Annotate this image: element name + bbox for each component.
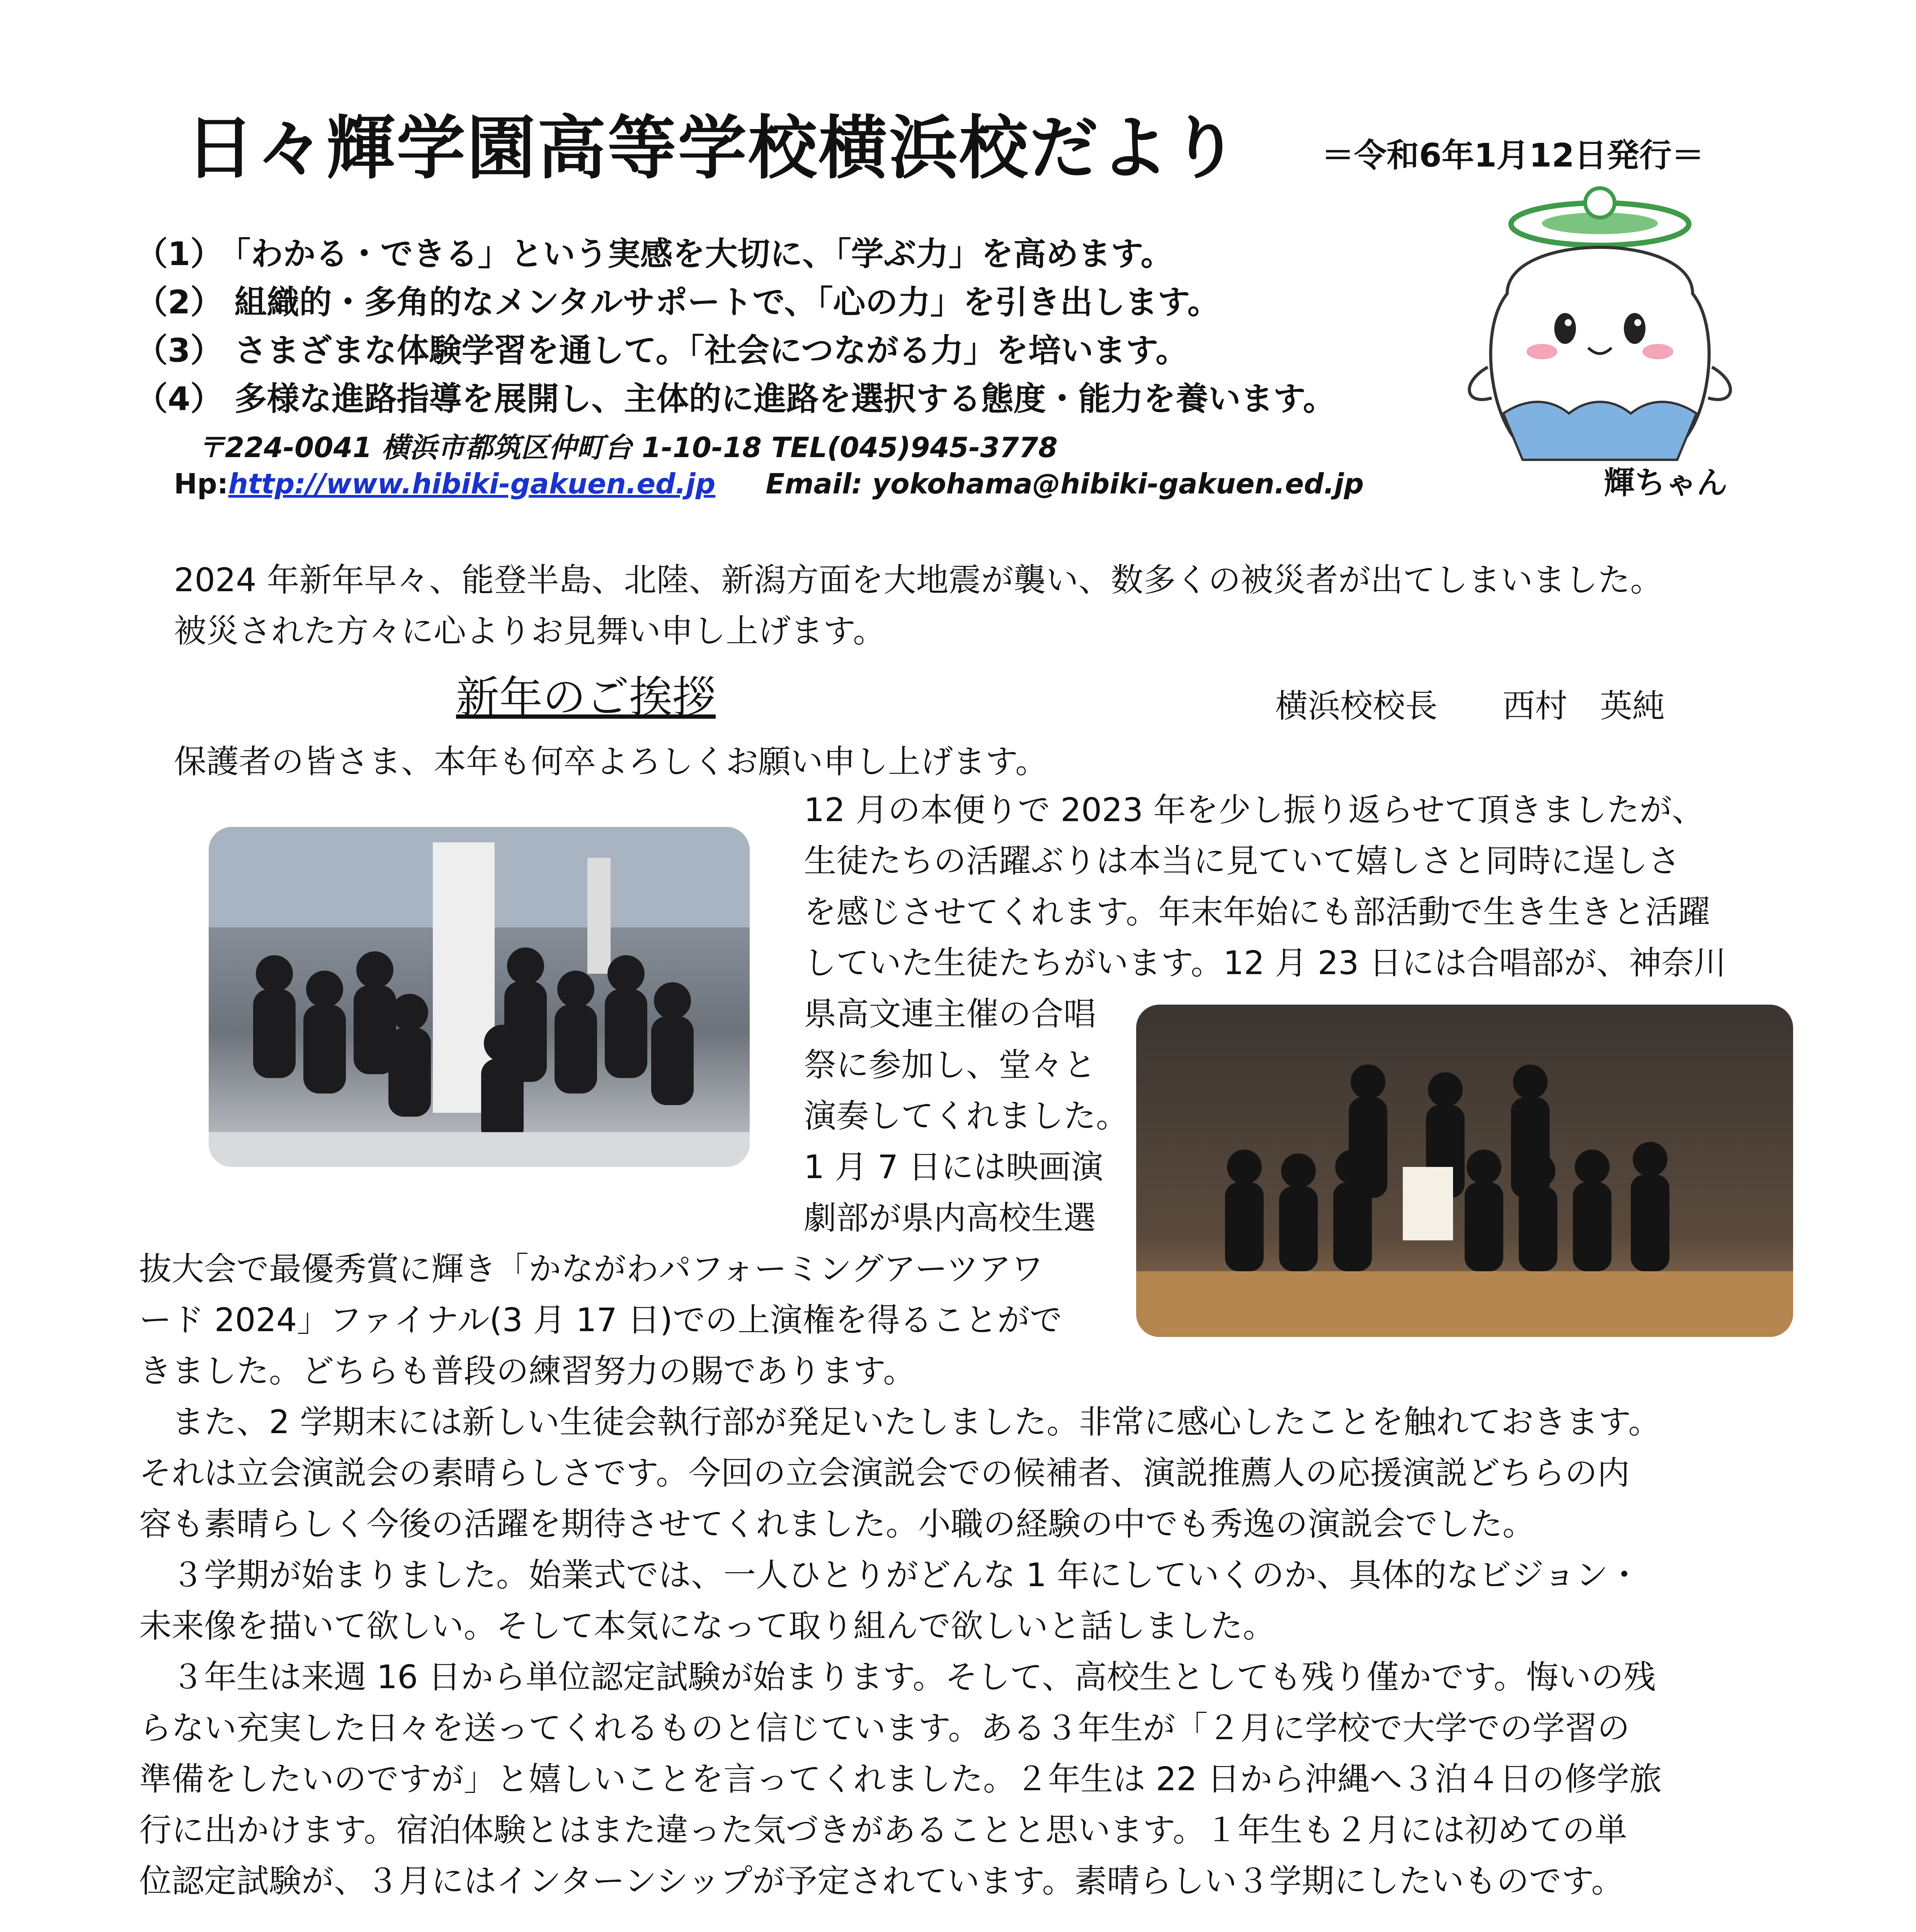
greeting-right-line: していた生徒たちがいます。12 月 23 日には合唱部が、神奈川 <box>804 944 1727 982</box>
greeting-mid-line: 1 月 7 日には映画演 <box>804 1148 1103 1186</box>
greeting-body-line: また、2 学期末には新しい生徒会執行部が発足いたしました。非常に感心したことを触れておきます。 <box>139 1403 1661 1441</box>
greeting-body-line: ３学期が始まりました。始業式では、一人ひとりがどんな 1 年にしていくのか、具体的なビジョン・ <box>139 1556 1641 1594</box>
greeting-body-line: それは立会演説会の素晴らしさです。今回の立会演説会での候補者、演説推薦人の応援演説どちらの内 <box>139 1454 1630 1492</box>
policy-number: （1） <box>135 235 223 273</box>
greeting-wrap-line: きました。どちらも普段の練習努力の賜であります。 <box>139 1352 916 1390</box>
greeting-body-line: 行に出かけます。宿泊体験とはまた違った気づきがあることと思います。１年生も２月には初めての単 <box>139 1811 1627 1849</box>
school-address: 〒224-0041 横浜市都筑区仲町台 1-10-18 TEL(045)945-3778 <box>197 431 1058 464</box>
intro-line-1: 2024 年新年早々、能登半島、北陸、新潟方面を大地震が襲い、数多くの被災者が出てしまいました。 <box>174 561 1663 599</box>
intro-line-2: 被災された方々に心よりお見舞い申し上げます。 <box>174 612 886 650</box>
greeting-title: 新年のご挨拶 <box>456 672 716 723</box>
email-address[interactable]: Email: yokohama@hibiki-gakuen.ed.jp <box>766 468 1364 500</box>
greeting-mid-line: 劇部が県内高校生選 <box>804 1199 1096 1237</box>
policy-text: 「わかる・できる」という実感を大切に、「学ぶ力」を高めます。 <box>234 235 1173 273</box>
policy-text: 組織的・多角的なメンタルサポートで、「心の力」を引き出します。 <box>234 283 1220 321</box>
policy-2 <box>135 276 1220 323</box>
greeting-wrap-line: 抜大会で最優秀賞に輝き「かながわパフォーミングアーツアワ <box>139 1250 1044 1288</box>
homepage-link[interactable]: http://www.hibiki-gakuen.ed.jp <box>228 468 716 500</box>
policy-4 <box>135 373 1336 420</box>
policy-text: 多様な進路指導を展開し、主体的に進路を選択する態度・能力を養います。 <box>234 380 1336 418</box>
greeting-body-line: ３年生は来週 16 日から単位認定試験が始まります。そして、高校生としても残り僅かです。悔いの残 <box>139 1658 1656 1696</box>
policy-3 <box>135 325 1188 371</box>
greeting-mid-line: 演奏してくれました。 <box>804 1097 1129 1135</box>
greeting-body-line: 準備をしたいのですが」と嬉しいことを言ってくれました。２年生は 22 日から沖縄へ３泊４日の修学旅 <box>139 1760 1662 1798</box>
greeting-right-line: 12 月の本便りで 2023 年を少し振り返らせて頂きましたが、 <box>804 791 1705 829</box>
greeting-body-line: 未来像を描いて欲しい。そして本気になって取り組んで欲しいと話しました。 <box>139 1607 1276 1645</box>
newsletter-title: 日々輝学園高等学校横浜校だより <box>185 108 1240 188</box>
greeting-opening: 保護者の皆さま、本年も何卒よろしくお願い申し上げます。 <box>174 743 1048 781</box>
greeting-closing-line <box>139 1928 1615 1932</box>
policy-number: （2） <box>135 283 223 321</box>
greeting-body-line: 容も素晴らしく今後の活躍を期待させてくれました。小職の経験の中でも秀逸の演説会でした。 <box>139 1505 1535 1543</box>
drama-club-photo <box>1136 1005 1793 1337</box>
greeting-body-line: らない充実した日々を送ってくれるものと信じています。ある３年生が「２月に学校で大学での学習の <box>139 1709 1630 1747</box>
web-contact <box>174 468 1364 500</box>
policy-number: （4） <box>135 380 223 418</box>
greeting-wrap-line: ード 2024」ファイナル(3 月 17 日)での上演権を得ることがで <box>139 1301 1062 1339</box>
greeting-right-line: 生徒たちの活躍ぶりは本当に見ていて嬉しさと同時に逞しさ <box>804 842 1681 880</box>
principal-name: 横浜校校長 西村 英純 <box>1275 687 1665 725</box>
hp-label: Hp: <box>174 468 228 500</box>
greeting-body-line: 位認定試験が、３月にはインターンシップが予定されています。素晴らしい３学期にしたいものです。 <box>139 1862 1624 1900</box>
greeting-mid-line: 祭に参加し、堂々と <box>804 1046 1096 1084</box>
choir-photo <box>209 827 750 1167</box>
greeting-mid-line: 県高文連主催の合唱 <box>804 995 1096 1033</box>
issue-date: ＝令和6年1月12日発行＝ <box>1322 136 1704 174</box>
mascot-illustration <box>1430 166 1770 483</box>
mascot-name: 輝ちゃん <box>1604 465 1727 501</box>
policy-1 <box>135 228 1173 275</box>
policy-number: （3） <box>135 332 223 369</box>
policy-text: さまざまな体験学習を通して。「社会につながる力」を培います。 <box>234 332 1188 369</box>
greeting-right-line: を感じさせてくれます。年末年始にも部活動で生き生きと活躍 <box>804 893 1710 931</box>
